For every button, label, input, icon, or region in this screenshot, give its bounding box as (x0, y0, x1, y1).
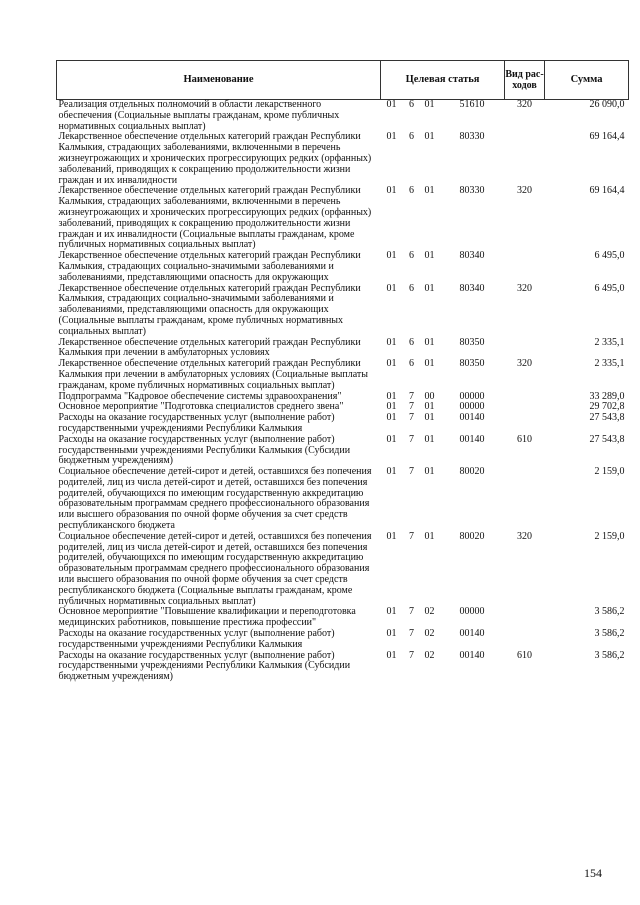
row-sum: 69 164,4 (589, 185, 625, 197)
expense-type-code (505, 338, 545, 360)
subprogram-code: 7 (409, 390, 414, 402)
event-code: 01 (424, 250, 435, 262)
direction-code: 80340 (459, 250, 485, 262)
expense-type-code (505, 629, 545, 651)
program-code: 01 (386, 433, 397, 445)
expense-type-code: 320 (517, 99, 533, 110)
table-row (57, 100, 629, 133)
row-name: Расходы на оказание государственных услуг (выполнение работ) государственными учреждениями Республики Калмыкия (Субсидии бюджетным учреждениям) (58, 649, 351, 683)
row-name: Лекарственное обеспечение отдельных категорий граждан Республики Калмыкия, страдающих социально-значимыми заболеваниями и заболеваниями, представляющими опасность для окружающих (Социальные выплаты гражданам, кроме публичных нормативных социальных выплат) (58, 282, 361, 337)
page-number: 154 (584, 866, 602, 880)
budget-table (56, 60, 629, 683)
program-code: 01 (386, 412, 397, 424)
direction-code: 80330 (459, 131, 485, 143)
subprogram-code: 7 (409, 412, 414, 424)
program-code: 01 (386, 250, 397, 262)
subprogram-code: 7 (409, 401, 414, 413)
row-name: Социальное обеспечение детей-сирот и детей, оставшихся без попечения родителей, лиц из числа детей-сирот и детей, оставшихся без попечения родителей, обучающихся по имеющим государственную аккредитацию образовательным программам среднего профессионального образования или высшего образования по очной форме обучения за счет средств республиканского бюджета (58, 466, 372, 532)
header-target-article: Целевая статья (381, 61, 505, 100)
header-name: Наименование (57, 61, 381, 100)
table-row (57, 132, 629, 186)
event-code: 01 (424, 282, 435, 294)
direction-code: 80020 (459, 466, 485, 478)
event-code: 01 (424, 433, 435, 445)
direction-code: 51610 (459, 99, 485, 110)
row-name: Расходы на оказание государственных услуг (выполнение работ) государственными учреждениями Республики Калмыкия (Субсидии бюджетным учреждениям) (58, 433, 351, 467)
row-name: Расходы на оказание государственных услуг (выполнение работ) государственными учреждениями Республики Калмыкия (58, 628, 335, 650)
direction-code: 00000 (459, 401, 485, 413)
event-code: 02 (424, 628, 435, 640)
event-code: 02 (424, 606, 435, 618)
subprogram-code: 7 (409, 649, 414, 661)
subprogram-code: 7 (409, 628, 414, 640)
row-sum: 26 090,0 (589, 99, 625, 110)
program-code: 01 (386, 99, 397, 110)
event-code: 01 (424, 466, 435, 478)
row-sum: 3 586,2 (594, 649, 625, 661)
row-name: Реализация отдельных полномочий в области лекарственного обеспечения (Социальные выплаты гражданам, кроме публичных нормативных социальных выплат) (58, 99, 340, 132)
row-sum: 33 289,0 (589, 390, 625, 402)
direction-code: 00140 (459, 412, 485, 424)
direction-code: 80330 (459, 185, 485, 197)
table-row (57, 467, 629, 532)
table-row (57, 651, 629, 683)
subprogram-code: 6 (409, 185, 414, 197)
expense-type-code: 320 (517, 185, 533, 197)
row-name: Лекарственное обеспечение отдельных категорий граждан Республики Калмыкия, страдающих социально-значимыми заболеваниями и заболеваниями, представляющими опасность для окружающих (58, 250, 361, 283)
table-row (57, 284, 629, 338)
table-row (57, 629, 629, 651)
row-name: Подпрограмма "Кадровое обеспечение системы здравоохранения" (58, 390, 342, 402)
program-code: 01 (386, 131, 397, 143)
subprogram-code: 6 (409, 358, 414, 370)
program-code: 01 (386, 336, 397, 348)
table-row (57, 413, 629, 435)
event-code: 02 (424, 649, 435, 661)
expense-type-code (505, 132, 545, 186)
expense-type-code (505, 413, 545, 435)
row-sum: 29 702,8 (589, 401, 625, 413)
row-name: Социальное обеспечение детей-сирот и детей, оставшихся без попечения родителей, лиц из числа детей-сирот и детей, оставшихся без попечения родителей, обучающихся по имеющим государственную аккредитацию образовательным программам среднего профессионального образования или высшего образования по очной форме обучения за счет средств республиканского бюджета (Социальные выплаты гражданам, кроме публичных нормативных социальных выплат) (58, 530, 372, 607)
event-code: 01 (424, 358, 435, 370)
program-code: 01 (386, 530, 397, 542)
direction-code: 00140 (459, 649, 485, 661)
row-name: Основное мероприятие "Подготовка специалистов среднего звена" (58, 401, 344, 413)
row-name: Лекарственное обеспечение отдельных категорий граждан Республики Калмыкия при лечении в амбулаторных условиях (Социальные выплаты гражданам, кроме публичных нормативных социальных выплат) (58, 358, 368, 391)
event-code: 00 (424, 390, 435, 402)
direction-code: 80020 (459, 530, 485, 542)
direction-code: 00140 (459, 433, 485, 445)
subprogram-code: 7 (409, 530, 414, 542)
subprogram-code: 6 (409, 131, 414, 143)
row-name: Основное мероприятие "Повышение квалификации и переподготовка медицинских работников, повышение престижа профессии" (58, 606, 356, 629)
row-sum: 3 586,2 (594, 628, 625, 640)
expense-type-code (505, 607, 545, 629)
event-code: 01 (424, 412, 435, 424)
table-row (57, 532, 629, 608)
row-sum: 27 543,8 (589, 412, 625, 424)
direction-code: 80340 (459, 282, 485, 294)
subprogram-code: 7 (409, 466, 414, 478)
header-sum: Сумма (545, 61, 629, 100)
subprogram-code: 6 (409, 99, 414, 110)
expense-type-code (505, 467, 545, 532)
subprogram-code: 6 (409, 250, 414, 262)
subprogram-code: 7 (409, 606, 414, 618)
direction-code: 80350 (459, 336, 485, 348)
table-row (57, 607, 629, 629)
row-name: Лекарственное обеспечение отдельных категорий граждан Республики Калмыкия, страдающих заболеваниями, включенными в перечень жизнеугрожающих и хронических прогрессирующих редких (орфанных) заболеваний, приводящих к сокращению продолжительности жизни граждан и их инвалидности (Социальные выплаты гражданам, кроме публичных нормативных социальных выплат) (58, 185, 372, 251)
row-sum: 2 335,1 (594, 358, 625, 370)
direction-code: 00140 (459, 628, 485, 640)
subprogram-code: 6 (409, 282, 414, 294)
expense-type-code: 320 (517, 358, 533, 370)
row-name: Лекарственное обеспечение отдельных категорий граждан Республики Калмыкия при лечении в амбулаторных условиях (58, 336, 361, 359)
program-code: 01 (386, 390, 397, 402)
expense-type-code (505, 402, 545, 413)
expense-type-code (505, 392, 545, 403)
event-code: 01 (424, 99, 435, 110)
subprogram-code: 7 (409, 433, 414, 445)
subprogram-code: 6 (409, 336, 414, 348)
event-code: 01 (424, 131, 435, 143)
event-code: 01 (424, 185, 435, 197)
program-code: 01 (386, 606, 397, 618)
budget-table-page (56, 60, 628, 683)
direction-code: 00000 (459, 390, 485, 402)
expense-type-code: 610 (517, 433, 533, 445)
table-header-row (57, 61, 629, 100)
table-row (57, 186, 629, 251)
program-code: 01 (386, 358, 397, 370)
row-sum: 2 159,0 (594, 466, 625, 478)
row-sum: 6 495,0 (594, 250, 625, 262)
program-code: 01 (386, 649, 397, 661)
event-code: 01 (424, 336, 435, 348)
row-sum: 6 495,0 (594, 282, 625, 294)
expense-type-code: 320 (517, 530, 533, 542)
table-body (57, 100, 629, 684)
table-row (57, 338, 629, 360)
direction-code: 00000 (459, 606, 485, 618)
header-expense-type: Вид рас- ходов (505, 61, 545, 100)
expense-type-code: 610 (517, 649, 533, 661)
expense-type-code: 320 (517, 282, 533, 294)
row-sum: 2 159,0 (594, 530, 625, 542)
direction-code: 80350 (459, 358, 485, 370)
table-row (57, 251, 629, 283)
row-sum: 2 335,1 (594, 336, 625, 348)
row-sum: 27 543,8 (589, 433, 625, 445)
event-code: 01 (424, 401, 435, 413)
program-code: 01 (386, 401, 397, 413)
table-row (57, 359, 629, 391)
program-code: 01 (386, 628, 397, 640)
table-row (57, 435, 629, 467)
program-code: 01 (386, 282, 397, 294)
expense-type-code (505, 251, 545, 283)
row-name: Лекарственное обеспечение отдельных категорий граждан Республики Калмыкия, страдающих заболеваниями, включенными в перечень жизнеугрожающих и хронических прогрессирующих редких (орфанных) заболеваний, приводящих к сокращению продолжительности жизни граждан и их инвалидности (58, 131, 372, 186)
row-name: Расходы на оказание государственных услуг (выполнение работ) государственными учреждениями Республики Калмыкия (58, 412, 335, 434)
row-sum: 69 164,4 (589, 131, 625, 143)
event-code: 01 (424, 530, 435, 542)
row-sum: 3 586,2 (594, 606, 625, 618)
program-code: 01 (386, 466, 397, 478)
program-code: 01 (386, 185, 397, 197)
